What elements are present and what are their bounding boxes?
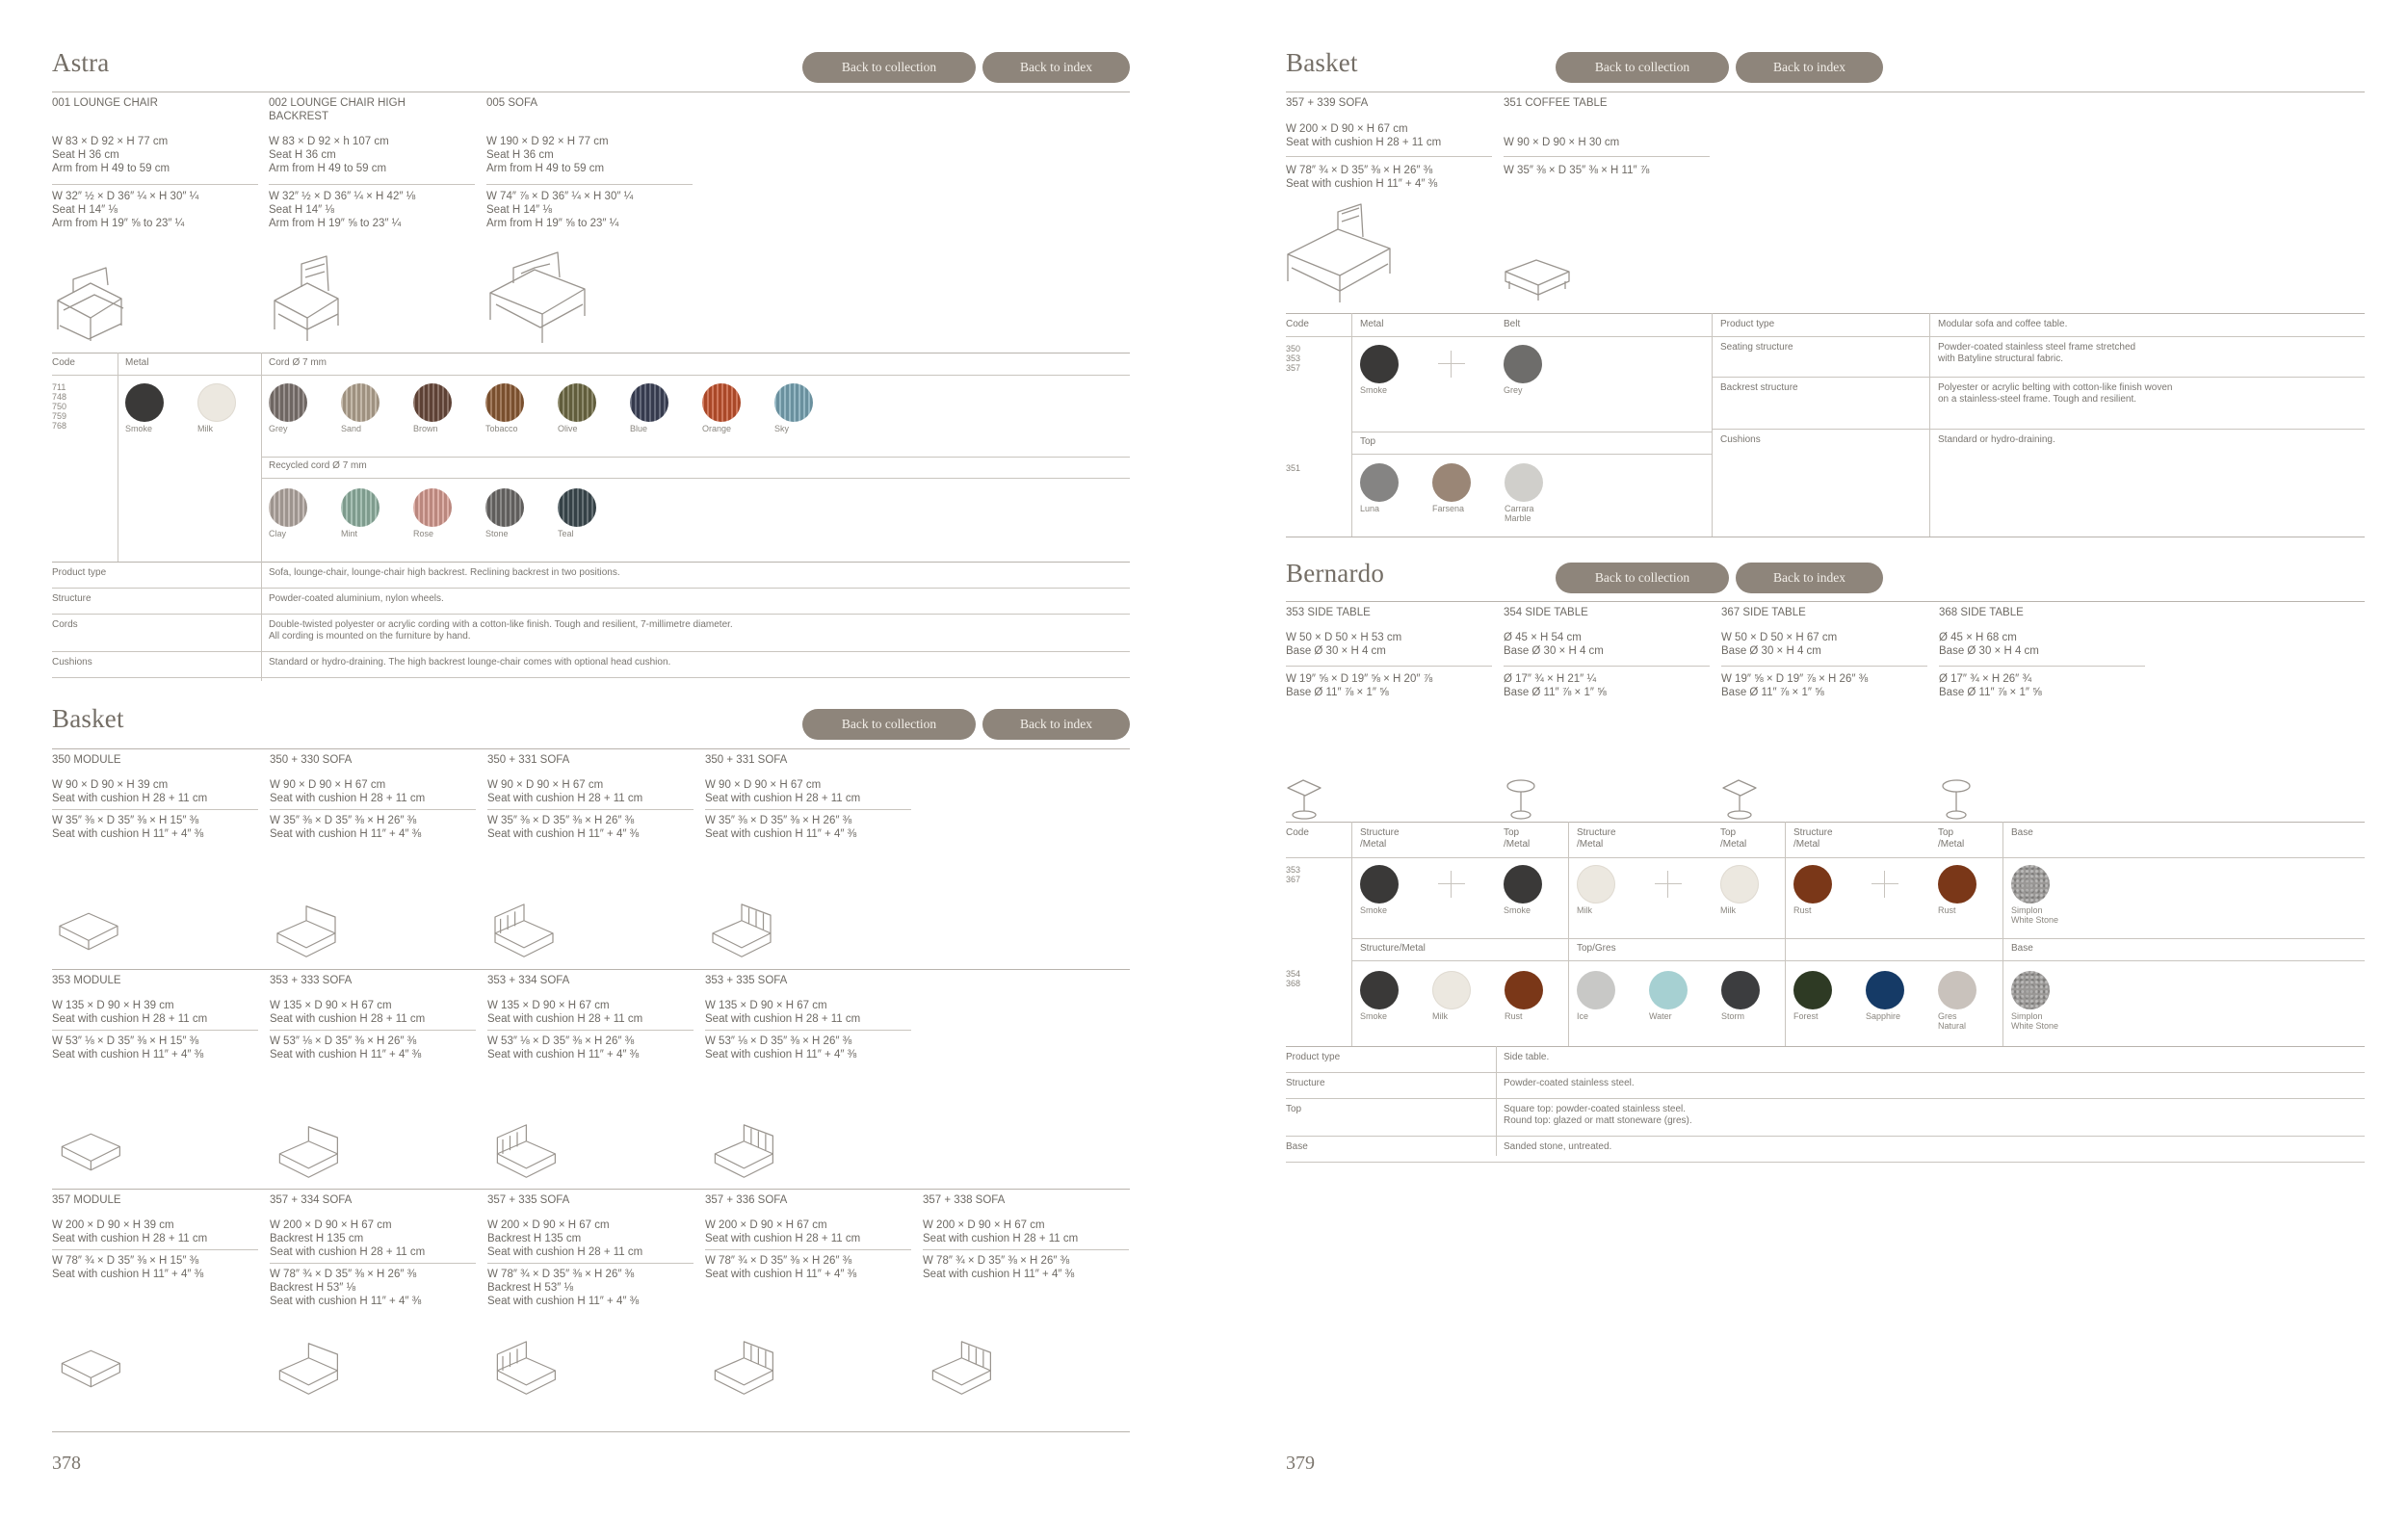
divider (1351, 822, 1352, 1046)
divider (52, 969, 1130, 970)
recycled-cord-swatch-rose[interactable] (413, 488, 452, 527)
product-dimensions-imperial: W 35″ ⅜ × D 35″ ⅜ × H 26″ ⅜ Seat with cushion H 11″ + 4″ ⅜ (705, 815, 857, 840)
astra-back-to-collection-button[interactable]: Back to collection (802, 52, 976, 83)
divider (261, 478, 1130, 479)
recycled-cord-swatch-mint[interactable] (341, 488, 380, 527)
product-dimensions-imperial: W 74″ ⅞ × D 36″ ¼ × H 30″ ¼ Seat H 14″ ⅛ Arm from H 19″ ⅝ to 23″ ¼ (486, 191, 634, 229)
spec-label: Top (1286, 1104, 1302, 1114)
swatch-label: Orange (702, 424, 732, 433)
structure-swatch-rust[interactable] (1793, 865, 1832, 904)
product-dimensions-metric: W 200 × D 90 × H 67 cm Backrest H 135 cm Seat with cushion H 28 + 11 cm (487, 1219, 643, 1258)
top-swatch-milk[interactable] (1720, 865, 1759, 904)
divider (705, 1249, 911, 1250)
divider (52, 588, 1130, 589)
top-gres-swatch-forest[interactable] (1793, 971, 1832, 1009)
spec-value: Powder-coated stainless steel. (1504, 1078, 1635, 1088)
page-number: 379 (1286, 1453, 1315, 1474)
swatch-label: Smoke (1360, 1011, 1388, 1021)
product-dimensions-metric: W 200 × D 90 × H 67 cm Backrest H 135 cm Seat with cushion H 28 + 11 cm (270, 1219, 426, 1258)
product-dimensions-imperial: W 78″ ¾ × D 35″ ⅜ × H 26″ ⅜ Seat with cushion H 11″ + 4″ ⅜ (705, 1255, 857, 1280)
cord-swatch-grey[interactable] (269, 383, 307, 422)
swatch-label: Brown (413, 424, 438, 433)
cord-swatch-orange[interactable] (702, 383, 741, 422)
divider (1504, 666, 1710, 667)
divider (52, 651, 1130, 652)
structure-swatch-smoke[interactable] (1360, 865, 1399, 904)
sofa-icon (705, 1123, 794, 1181)
product-dimensions-imperial: W 53″ ⅛ × D 35″ ⅜ × H 26″ ⅜ Seat with cushion H 11″ + 4″ ⅜ (270, 1035, 422, 1061)
swatch-label: Milk (197, 424, 213, 433)
cord-swatch-olive[interactable] (558, 383, 596, 422)
product-name: 351 COFFEE TABLE (1504, 97, 1608, 109)
product-name: 357 MODULE (52, 1194, 121, 1206)
divider (1712, 429, 2365, 430)
spec-label: Backrest structure (1720, 382, 1798, 393)
recycled-cord-header: Recycled cord Ø 7 mm (269, 460, 367, 471)
swatch-label: Smoke (125, 424, 153, 433)
product-name: 353 SIDE TABLE (1286, 607, 1371, 618)
sofa-icon (270, 1340, 358, 1398)
divider (1712, 313, 1713, 537)
recycled-cord-swatch-stone[interactable] (485, 488, 524, 527)
code-header: Code (1286, 827, 1309, 838)
divider (923, 1249, 1129, 1250)
product-dimensions-imperial: W 19″ ⅝ × D 19″ ⅝ × H 20″ ⅞ Base Ø 11″ ⅞ × 1″ ⅝ (1286, 673, 1433, 698)
product-dimensions-imperial: W 35″ ⅜ × D 35″ ⅜ × H 26″ ⅜ Seat with cushion H 11″ + 4″ ⅜ (270, 815, 422, 840)
swatch-label: Teal (558, 529, 574, 538)
metal-swatch-smoke[interactable] (1360, 345, 1399, 383)
product-name: 350 + 331 SOFA (705, 754, 788, 766)
divider (52, 614, 1130, 615)
module-icon (52, 903, 125, 960)
divider (1351, 938, 2365, 939)
divider (52, 1189, 1130, 1190)
coffee-table-icon (1504, 258, 1571, 302)
cord-swatch-tobacco[interactable] (485, 383, 524, 422)
structure-swatch-milk[interactable] (1432, 971, 1471, 1009)
top-gres-swatch-storm[interactable] (1721, 971, 1760, 1009)
product-name: 350 + 330 SOFA (270, 754, 353, 766)
recycled-cord-swatch-clay[interactable] (269, 488, 307, 527)
swatch-label: Smoke (1504, 905, 1531, 915)
swatch-label: Tobacco (485, 424, 518, 433)
divider (1286, 156, 1492, 157)
product-dimensions-metric: W 135 × D 90 × H 67 cm Seat with cushion H 28 + 11 cm (705, 1000, 861, 1025)
swatch-label: Carrara Marble (1505, 504, 1534, 523)
bernardo-title: Bernardo (1286, 559, 1385, 588)
divider (269, 184, 475, 185)
divider (487, 809, 694, 810)
basket-codes-a: 350 353 357 (1286, 344, 1301, 373)
page-number: 378 (52, 1453, 81, 1474)
recycled-cord-swatch-teal[interactable] (558, 488, 596, 527)
belt-swatch-grey[interactable] (1504, 345, 1542, 383)
base-swatch-simplon-white-stone[interactable] (2011, 865, 2050, 904)
basket-right-title: Basket (1286, 48, 1358, 77)
spec-value: Polyester or acrylic belting with cotton-like finish woven on a stainless-steel frame. Tough and resilient. (1938, 382, 2173, 405)
product-dimensions-imperial: W 53″ ⅛ × D 35″ ⅜ × H 26″ ⅜ Seat with cushion H 11″ + 4″ ⅜ (487, 1035, 640, 1061)
product-dimensions-imperial: W 78″ ¾ × D 35″ ⅜ × H 26″ ⅜ Seat with cushion H 11″ + 4″ ⅜ (1286, 165, 1438, 190)
divider (1286, 336, 1712, 337)
product-name: 353 + 335 SOFA (705, 975, 788, 986)
divider (52, 353, 1130, 354)
product-dimensions-metric: W 90 × D 90 × H 67 cm Seat with cushion H 28 + 11 cm (705, 779, 861, 804)
swatch-label: Simplon White Stone (2011, 1011, 2059, 1031)
divider (486, 184, 693, 185)
divider (1286, 313, 2365, 314)
swatch-label: Rose (413, 529, 434, 538)
product-dimensions-imperial: W 78″ ¾ × D 35″ ⅜ × H 26″ ⅜ Seat with cushion H 11″ + 4″ ⅜ (923, 1255, 1075, 1280)
product-dimensions-imperial: W 19″ ⅝ × D 19″ ⅞ × H 26″ ⅜ Base Ø 11″ ⅞ × 1″ ⅝ (1721, 673, 1869, 698)
swatch-label: Rust (1938, 905, 1956, 915)
divider (52, 748, 1130, 749)
product-dimensions-metric: W 90 × D 90 × H 67 cm Seat with cushion H 28 + 11 cm (487, 779, 643, 804)
plus-icon (1655, 871, 1682, 898)
swatch-label: Storm (1721, 1011, 1745, 1021)
plus-icon (1871, 871, 1898, 898)
spec-label: Cushions (1720, 434, 1761, 445)
product-name: 350 MODULE (52, 754, 121, 766)
spec-value: Square top: powder-coated stainless steel. Round top: glazed or matt stoneware (gres). (1504, 1104, 1692, 1126)
swatch-label: Blue (630, 424, 648, 433)
product-dimensions-metric: W 135 × D 90 × H 67 cm Seat with cushion H 28 + 11 cm (487, 1000, 643, 1025)
product-dimensions-imperial: Ø 17″ ¾ × H 21″ ¼ Base Ø 11″ ⅞ × 1″ ⅝ (1504, 673, 1607, 698)
divider (487, 1263, 694, 1264)
top-swatch-smoke[interactable] (1504, 865, 1542, 904)
divider (261, 457, 1130, 458)
divider (52, 677, 1130, 678)
structure-swatch-rust[interactable] (1505, 971, 1543, 1009)
divider (1929, 313, 1930, 537)
top-header: Top (1360, 436, 1376, 447)
product-name: 001 LOUNGE CHAIR (52, 97, 158, 109)
base-swatch-simplon-white-stone[interactable] (2011, 971, 2050, 1009)
basket-right-back-to-collection-button[interactable]: Back to collection (1556, 52, 1729, 83)
product-name: 368 SIDE TABLE (1939, 607, 2024, 618)
sofa-icon (487, 903, 561, 960)
product-dimensions-metric: W 83 × D 92 × H 77 cm Seat H 36 cm Arm from H 49 to 59 cm (52, 136, 170, 174)
table-header: Top /Metal (1720, 827, 1747, 850)
cord-swatch-sky[interactable] (774, 383, 813, 422)
structure-swatch-smoke[interactable] (1360, 971, 1399, 1009)
swatch-label: Gres Natural (1938, 1011, 1967, 1031)
divider (52, 1249, 258, 1250)
divider (261, 562, 262, 681)
divider (270, 809, 476, 810)
product-dimensions-imperial: W 35″ ⅜ × D 35″ ⅜ × H 15″ ⅜ Seat with cushion H 11″ + 4″ ⅜ (52, 815, 204, 840)
product-name: 357 + 338 SOFA (923, 1194, 1006, 1206)
spec-label: Cushions (52, 657, 92, 668)
swatch-label: Rust (1793, 905, 1812, 915)
bernardo-codes-b: 354 368 (1286, 969, 1301, 988)
spec-label: Seating structure (1720, 342, 1793, 353)
product-name: 367 SIDE TABLE (1721, 607, 1806, 618)
square-side-table-icon (1721, 778, 1760, 821)
divider (1504, 156, 1710, 157)
swatch-label: Water (1649, 1011, 1672, 1021)
product-dimensions-imperial: W 35″ ⅜ × D 35″ ⅜ × H 11″ ⅞ (1504, 165, 1650, 176)
divider (1286, 1162, 2365, 1163)
product-dimensions-metric: W 90 × D 90 × H 67 cm Seat with cushion H 28 + 11 cm (270, 779, 426, 804)
swatch-label: Milk (1432, 1011, 1448, 1021)
swatch-label: Clay (269, 529, 287, 538)
cord-swatch-blue[interactable] (630, 383, 668, 422)
product-dimensions-metric: W 90 × D 90 × H 30 cm (1504, 137, 1620, 148)
table-header: Base (2011, 827, 2033, 838)
product-name: 357 + 334 SOFA (270, 1194, 353, 1206)
divider (270, 1263, 476, 1264)
spec-label: Base (1286, 1141, 1308, 1152)
product-dimensions-imperial: W 78″ ¾ × D 35″ ⅜ × H 26″ ⅜ Backrest H 53″ ⅛ Seat with cushion H 11″ + 4″ ⅜ (487, 1269, 640, 1307)
product-name: 357 + 335 SOFA (487, 1194, 570, 1206)
top-gres-swatch-ice[interactable] (1577, 971, 1615, 1009)
plus-icon (1438, 871, 1465, 898)
spec-value: Modular sofa and coffee table. (1938, 319, 2068, 329)
spec-value: Powder-coated stainless steel frame stretched with Batyline structural fabric. (1938, 342, 2136, 364)
basket-back-to-index-button[interactable]: Back to index (982, 709, 1130, 740)
astra-title: Astra (52, 48, 110, 77)
divider (705, 1030, 911, 1031)
astra-back-to-index-button[interactable]: Back to index (982, 52, 1130, 83)
basket-back-to-collection-button[interactable]: Back to collection (802, 709, 976, 740)
divider (52, 1431, 1130, 1432)
divider (52, 375, 1130, 376)
product-dimensions-metric: W 50 × D 50 × H 67 cm Base Ø 30 × H 4 cm (1721, 632, 1838, 657)
product-dimensions-imperial: W 78″ ¾ × D 35″ ⅜ × H 26″ ⅜ Backrest H 53″ ⅛ Seat with cushion H 11″ + 4″ ⅜ (270, 1269, 422, 1307)
divider (1286, 1136, 2365, 1137)
swatch-label: Rust (1505, 1011, 1523, 1021)
sofa-icon (705, 903, 778, 960)
top-swatch-luna[interactable] (1360, 463, 1399, 502)
spec-value: Powder-coated aluminium, nylon wheels. (269, 593, 444, 604)
divider (1286, 601, 2365, 602)
sofa-icon (270, 903, 343, 960)
divider (1286, 666, 1492, 667)
product-dimensions-metric: W 200 × D 90 × H 67 cm Seat with cushion H 28 + 11 cm (1286, 123, 1442, 148)
module-icon (52, 1340, 141, 1398)
top-swatch-farsena[interactable] (1432, 463, 1471, 502)
product-dimensions-metric: W 190 × D 92 × H 77 cm Seat H 36 cm Arm from H 49 to 59 cm (486, 136, 609, 174)
divider (1351, 960, 2365, 961)
divider (52, 1030, 258, 1031)
code-header: Code (52, 357, 75, 368)
product-name: 353 + 333 SOFA (270, 975, 353, 986)
basket-codes-b: 351 (1286, 463, 1301, 473)
product-dimensions-imperial: W 32″ ½ × D 36″ ¼ × H 42″ ⅛ Seat H 14″ ⅛ Arm from H 19″ ⅝ to 23″ ¼ (269, 191, 416, 229)
plus-icon (1438, 351, 1465, 378)
top-swatch-rust[interactable] (1938, 865, 1976, 904)
product-dimensions-metric: W 135 × D 90 × H 39 cm Seat with cushion H 28 + 11 cm (52, 1000, 208, 1025)
lounge-chair-high-backrest-icon (269, 266, 346, 343)
bernardo-back-to-collection-button[interactable]: Back to collection (1556, 563, 1729, 593)
product-name: 354 SIDE TABLE (1504, 607, 1588, 618)
sofa-icon (923, 1340, 1011, 1398)
basket-title: Basket (52, 704, 124, 733)
metal-header: Metal (1360, 319, 1384, 329)
product-dimensions-imperial: W 53″ ⅛ × D 35″ ⅜ × H 26″ ⅜ Seat with cushion H 11″ + 4″ ⅜ (705, 1035, 857, 1061)
product-dimensions-metric: W 83 × D 92 × h 107 cm Seat H 36 cm Arm from H 49 to 59 cm (269, 136, 389, 174)
metal-swatch-milk[interactable] (197, 383, 236, 422)
product-name: 002 LOUNGE CHAIR HIGH BACKREST (269, 97, 406, 122)
round-side-table-icon (1504, 778, 1542, 821)
spec-value: Standard or hydro-draining. (1938, 434, 2055, 445)
product-dimensions-metric: W 50 × D 50 × H 53 cm Base Ø 30 × H 4 cm (1286, 632, 1402, 657)
spec-label: Cords (52, 619, 78, 630)
divider (1568, 822, 1569, 1046)
top-gres-swatch-sapphire[interactable] (1866, 971, 1904, 1009)
swatch-label: Milk (1720, 905, 1736, 915)
swatch-label: Luna (1360, 504, 1380, 513)
spec-label: Structure (1286, 1078, 1325, 1088)
divider (1286, 822, 2365, 823)
square-side-table-icon (1286, 778, 1324, 821)
divider (52, 809, 258, 810)
sofa-icon (487, 1123, 576, 1181)
swatch-label: Milk (1577, 905, 1592, 915)
belt-header: Belt (1504, 319, 1521, 329)
top-gres-header: Top/Gres (1577, 943, 1616, 954)
swatch-label: Grey (1504, 385, 1523, 395)
product-dimensions-imperial: W 32″ ½ × D 36″ ¼ × H 30″ ¼ Seat H 14″ ⅛ Arm from H 19″ ⅝ to 23″ ¼ (52, 191, 199, 229)
product-name: 353 MODULE (52, 975, 121, 986)
divider (705, 809, 911, 810)
metal-swatch-smoke[interactable] (125, 383, 164, 422)
table-header: Structure /Metal (1793, 827, 1833, 850)
swatch-label: Farsena (1432, 504, 1465, 513)
structure-metal-header: Structure/Metal (1360, 943, 1426, 954)
product-dimensions-metric: W 200 × D 90 × H 39 cm Seat with cushion H 28 + 11 cm (52, 1219, 208, 1244)
bernardo-back-to-index-button[interactable]: Back to index (1736, 563, 1883, 593)
product-dimensions-metric: W 200 × D 90 × H 67 cm Seat with cushion H 28 + 11 cm (705, 1219, 861, 1244)
spec-label: Structure (52, 593, 92, 604)
swatch-label: Sky (774, 424, 790, 433)
sofa-chaise-icon (1286, 214, 1394, 306)
sofa-icon (487, 1340, 576, 1398)
base-header: Base (2011, 943, 2033, 954)
table-header: Top /Metal (1504, 827, 1531, 850)
round-side-table-icon (1939, 778, 1977, 821)
product-dimensions-imperial: W 78″ ¾ × D 35″ ⅜ × H 15″ ⅜ Seat with cushion H 11″ + 4″ ⅜ (52, 1255, 204, 1280)
product-name: 357 + 339 SOFA (1286, 97, 1369, 109)
divider (1286, 857, 2365, 858)
top-gres-swatch-gres-natural[interactable] (1938, 971, 1976, 1009)
swatch-label: Simplon White Stone (2011, 905, 2059, 925)
spec-label: Product type (1286, 1052, 1341, 1062)
divider (1939, 666, 2145, 667)
product-name: 005 SOFA (486, 97, 538, 109)
swatch-label: Smoke (1360, 385, 1388, 395)
product-dimensions-imperial: W 35″ ⅜ × D 35″ ⅜ × H 26″ ⅜ Seat with cushion H 11″ + 4″ ⅜ (487, 815, 640, 840)
swatch-label: Ice (1577, 1011, 1589, 1021)
table-header: Structure /Metal (1360, 827, 1400, 850)
divider (1785, 822, 1786, 1046)
metal-header: Metal (125, 357, 149, 368)
swatch-label: Grey (269, 424, 288, 433)
structure-swatch-milk[interactable] (1577, 865, 1615, 904)
product-dimensions-metric: W 90 × D 90 × H 39 cm Seat with cushion H 28 + 11 cm (52, 779, 208, 804)
divider (1721, 666, 1927, 667)
spec-value: Double-twisted polyester or acrylic cording with a cotton-like finish. Tough and resilient, 7-millimetre diameter. All cording is mounted on the furniture by hand. (269, 619, 733, 642)
divider (270, 1030, 476, 1031)
swatch-label: Forest (1793, 1011, 1819, 1021)
cord-header: Cord Ø 7 mm (269, 357, 327, 368)
lounge-chair-icon (52, 272, 129, 345)
divider (1286, 1072, 2365, 1073)
swatch-label: Olive (558, 424, 578, 433)
table-header: Top /Metal (1938, 827, 1965, 850)
product-dimensions-imperial: W 53″ ⅛ × D 35″ ⅜ × H 15″ ⅜ Seat with cushion H 11″ + 4″ ⅜ (52, 1035, 204, 1061)
divider (52, 562, 1130, 563)
spec-value: Standard or hydro-draining. The high backrest lounge-chair comes with optional head cushion. (269, 657, 671, 668)
basket-right-back-to-index-button[interactable]: Back to index (1736, 52, 1883, 83)
spec-value: Sanded stone, untreated. (1504, 1141, 1612, 1152)
sofa-icon (270, 1123, 358, 1181)
table-header: Structure /Metal (1577, 827, 1616, 850)
divider (52, 184, 258, 185)
divider (487, 1030, 694, 1031)
spec-label: Product type (52, 567, 107, 578)
module-icon (52, 1123, 141, 1181)
divider (1496, 1046, 1497, 1156)
divider (1351, 454, 1712, 455)
spec-value: Sofa, lounge-chair, lounge-chair high backrest. Reclining backrest in two positions. (269, 567, 620, 578)
divider (1286, 1046, 2365, 1047)
astra-codes: 711 748 750 759 768 (52, 382, 67, 431)
product-name: 357 + 336 SOFA (705, 1194, 788, 1206)
spec-value: Side table. (1504, 1052, 1550, 1062)
product-dimensions-imperial: Ø 17″ ¾ × H 26″ ¾ Base Ø 11″ ⅞ × 1″ ⅝ (1939, 673, 2042, 698)
sofa-icon (705, 1340, 794, 1398)
swatch-label: Mint (341, 529, 358, 538)
divider (2002, 822, 2003, 1046)
swatch-label: Sapphire (1866, 1011, 1901, 1021)
top-swatch-carrara-marble[interactable] (1505, 463, 1543, 502)
swatch-label: Stone (485, 529, 509, 538)
divider (1712, 336, 2365, 337)
product-name: 353 + 334 SOFA (487, 975, 570, 986)
divider (1286, 1098, 2365, 1099)
product-name: 350 + 331 SOFA (487, 754, 570, 766)
cord-swatch-brown[interactable] (413, 383, 452, 422)
swatch-label: Smoke (1360, 905, 1388, 915)
swatch-label: Sand (341, 424, 362, 433)
product-dimensions-metric: W 135 × D 90 × H 67 cm Seat with cushion H 28 + 11 cm (270, 1000, 426, 1025)
bernardo-codes-a: 353 367 (1286, 865, 1301, 884)
product-dimensions-metric: Ø 45 × H 68 cm Base Ø 30 × H 4 cm (1939, 632, 2039, 657)
product-dimensions-metric: W 200 × D 90 × H 67 cm Seat with cushion H 28 + 11 cm (923, 1219, 1079, 1244)
spec-label: Product type (1720, 319, 1775, 329)
top-gres-swatch-water[interactable] (1649, 971, 1688, 1009)
divider (1712, 377, 2365, 378)
code-header: Code (1286, 319, 1309, 329)
divider (1351, 313, 1352, 537)
product-dimensions-metric: Ø 45 × H 54 cm Base Ø 30 × H 4 cm (1504, 632, 1604, 657)
cord-swatch-sand[interactable] (341, 383, 380, 422)
sofa-icon (486, 260, 587, 347)
